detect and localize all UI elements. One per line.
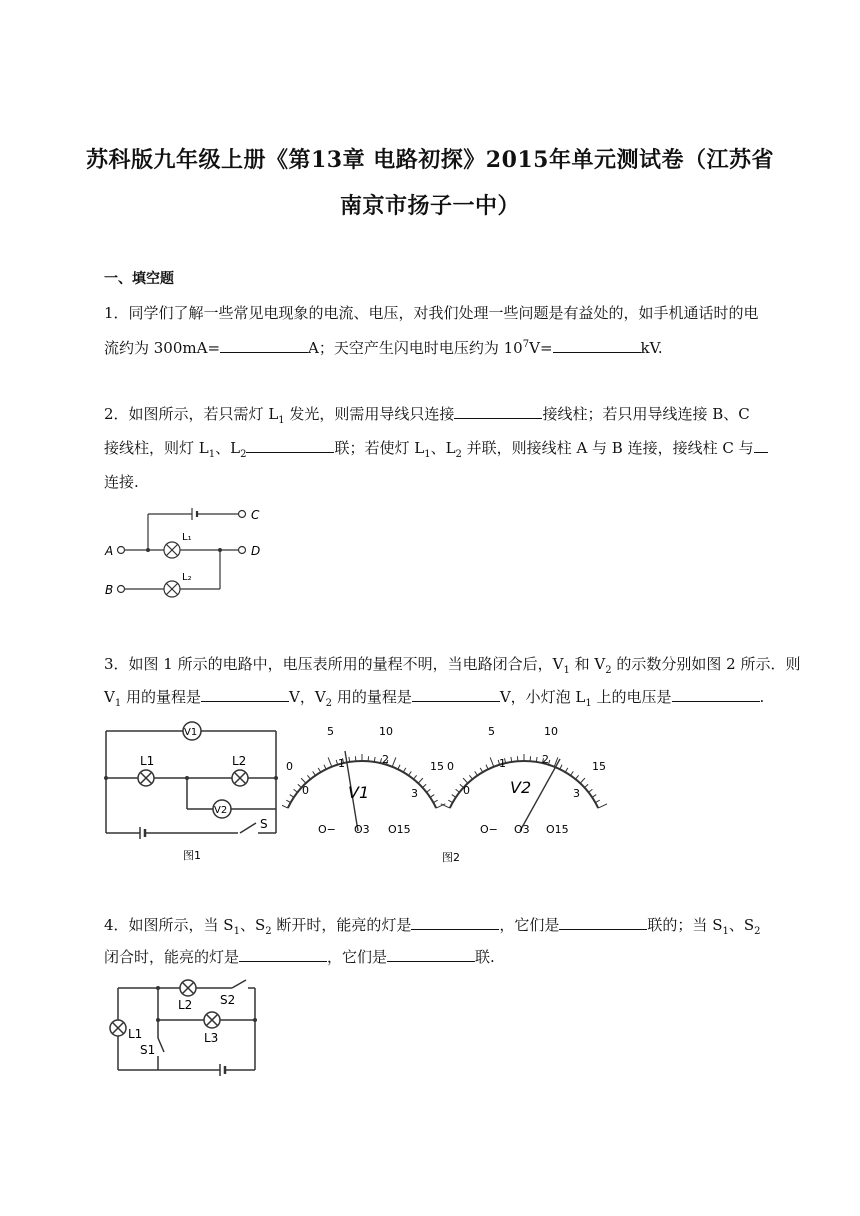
m1-bottom-1: 1 xyxy=(338,757,345,770)
terminal-b xyxy=(118,586,125,593)
m2-bottom-2: 2 xyxy=(542,753,549,766)
dial-tick xyxy=(426,789,430,792)
terminal-a xyxy=(118,547,125,554)
m2-bottom-3: 3 xyxy=(573,787,580,800)
figure-2-caption: 图2 xyxy=(442,851,460,864)
m2-top-10: 10 xyxy=(544,725,558,738)
label-a: A xyxy=(105,544,114,558)
dial-tick xyxy=(588,789,592,792)
dial-tick xyxy=(301,778,306,783)
m2-terminal-3: O3 xyxy=(514,823,530,836)
dial-tick xyxy=(307,775,310,779)
q3-blank-2[interactable] xyxy=(412,687,500,702)
figure-1-caption: 图1 xyxy=(183,849,201,862)
label-s: S xyxy=(260,817,268,831)
q2-blank-1[interactable] xyxy=(454,404,542,419)
dial-tick xyxy=(328,757,332,766)
m1-terminal-3: O3 xyxy=(354,823,370,836)
m2-terminal-neg: O− xyxy=(480,823,498,836)
dial-tick xyxy=(413,775,416,779)
dial-tick xyxy=(475,771,478,775)
m1-top-5: 5 xyxy=(327,725,334,738)
q3-line-1: 3．如图 1 所示的电路中，电压表所用的量程不明，当电路闭合后，$V_1$ 和 $V_2$ 的示数分别如图 2 所示．则 xyxy=(104,655,801,676)
dial-tick xyxy=(575,775,578,779)
m2-top-15: 15 xyxy=(592,760,606,773)
m1-top-0: 0 xyxy=(286,760,293,773)
q1-blank-1[interactable] xyxy=(220,338,308,353)
label-c: C xyxy=(251,508,260,522)
page-title-line-1: 苏科版九年级上册《第13章 电路初探》2015年单元测试卷（江苏省 xyxy=(85,147,774,173)
q3-figure-1-circuit xyxy=(100,713,290,865)
dial-tick xyxy=(436,804,445,808)
q3-figure-2-voltmeters xyxy=(282,713,607,865)
dial-tick xyxy=(580,778,585,783)
dial-tick xyxy=(595,800,599,802)
label-l1: L1 xyxy=(128,1027,143,1041)
dial-tick xyxy=(318,768,321,772)
q2-blank-3[interactable] xyxy=(754,438,768,453)
label-v2: V2 xyxy=(214,805,228,816)
dial-tick xyxy=(418,778,423,783)
label-s1: S1 xyxy=(140,1043,156,1057)
dial-tick xyxy=(571,771,574,775)
label-b: B xyxy=(105,583,114,597)
m1-bottom-2: 2 xyxy=(382,753,389,766)
dial-tick xyxy=(298,784,302,787)
dial-tick xyxy=(456,789,460,792)
m2-bottom-1: 1 xyxy=(499,757,506,770)
label-v1: V1 xyxy=(184,727,198,738)
dial-tick xyxy=(463,778,468,783)
label-l2: L2 xyxy=(178,998,193,1012)
label-l3: L3 xyxy=(204,1031,219,1045)
dial-tick xyxy=(490,757,494,766)
meter-v1-label: V1 xyxy=(348,783,370,802)
q1-line-1: 1．同学们了解一些常见电现象的电流、电压，对我们处理一些问题是有益处的，如手机通话时的电 xyxy=(104,304,759,322)
m1-top-15: 15 xyxy=(430,760,444,773)
terminal-d xyxy=(239,547,246,554)
q2-blank-2[interactable] xyxy=(246,438,334,453)
dial-tick xyxy=(452,795,456,798)
switch-s-icon xyxy=(240,823,256,833)
q4-circuit-diagram xyxy=(100,978,265,1078)
q2-circuit-diagram xyxy=(100,500,275,600)
switch-s1-icon xyxy=(158,1038,164,1052)
q4-blank-4[interactable] xyxy=(387,947,475,962)
dial-tick xyxy=(480,768,483,772)
q1-line-2: 流约为 300mA= A；天空产生闪电时电压约为 $10^7V=$ kV. xyxy=(104,339,663,357)
dial-tick xyxy=(430,795,434,798)
dial-tick xyxy=(433,800,437,802)
section-heading: 一、填空题 xyxy=(104,271,174,287)
dial-tick xyxy=(286,800,290,802)
q1-blank-2[interactable] xyxy=(553,338,641,353)
q3-blank-3[interactable] xyxy=(672,687,760,702)
q2-line-2: 接线柱，则灯 $L_1$、$L_2$ 联；若使灯 $L_1$、$L_2$ 并联，则接线柱 A 与 B 连接，接线柱 C 与 xyxy=(104,437,760,458)
label-l1: L₁ xyxy=(182,532,192,543)
dial-tick xyxy=(592,795,596,798)
dial-tick xyxy=(398,765,400,769)
m2-terminal-15: O15 xyxy=(546,823,569,836)
label-l2: L2 xyxy=(232,754,247,768)
dial-tick xyxy=(598,804,607,808)
q4-line-1: 4．如图所示，当 $S_1$、$S_2$ 断开时，能亮的灯是 ，它们是 联的；当 $S_1$、$S_2$ xyxy=(104,916,761,937)
label-d: D xyxy=(251,544,261,558)
dial-tick xyxy=(486,765,488,769)
dial-tick xyxy=(290,795,294,798)
m2-top-5: 5 xyxy=(488,725,495,738)
q4-blank-3[interactable] xyxy=(239,947,327,962)
dial-tick xyxy=(392,757,396,766)
dial-tick xyxy=(469,775,472,779)
dial-tick xyxy=(441,804,450,808)
dial-tick xyxy=(422,784,426,787)
m1-bottom-0: 0 xyxy=(302,784,309,797)
m1-top-10: 10 xyxy=(379,725,393,738)
dial-tick xyxy=(324,765,326,769)
dial-tick xyxy=(565,768,568,772)
dial-tick xyxy=(403,768,406,772)
q4-line-2: 闭合时，能亮的灯是 ，它们是 联. xyxy=(104,948,495,966)
m1-terminal-15: O15 xyxy=(388,823,411,836)
q2-line-3: 连接. xyxy=(104,473,139,491)
m1-terminal-neg: O− xyxy=(318,823,336,836)
switch-s2-icon xyxy=(232,980,246,988)
meter-v2-label: V2 xyxy=(510,778,532,797)
page-title-line-2: 南京市扬子一中） xyxy=(339,193,520,219)
dial-tick xyxy=(448,800,452,802)
dial-tick xyxy=(560,765,562,769)
dial-tick xyxy=(313,771,316,775)
q4-blank-1[interactable] xyxy=(411,915,499,930)
m1-bottom-3: 3 xyxy=(411,787,418,800)
m2-top-0: 0 xyxy=(447,760,454,773)
dial-tick xyxy=(584,784,588,787)
label-s2: S2 xyxy=(220,993,236,1007)
q3-line-2: $V_1$ 用的量程是 V，$V_2$ 用的量程是 V，小灯泡 $L_1$ 上的电压是 . xyxy=(104,688,765,709)
terminal-c xyxy=(239,511,246,518)
dial-tick xyxy=(409,771,412,775)
q4-blank-2[interactable] xyxy=(559,915,647,930)
q3-blank-1[interactable] xyxy=(201,687,289,702)
dial-tick xyxy=(294,789,298,792)
dial-tick xyxy=(282,804,288,808)
q2-line-1: 2．如图所示，若只需灯 $L_1$ 发光，则需用导线只连接 接线柱；若只用导线连接 B、C xyxy=(104,405,750,426)
label-l1: L1 xyxy=(140,754,155,768)
label-l2: L₂ xyxy=(182,572,192,583)
m2-bottom-0: 0 xyxy=(463,784,470,797)
